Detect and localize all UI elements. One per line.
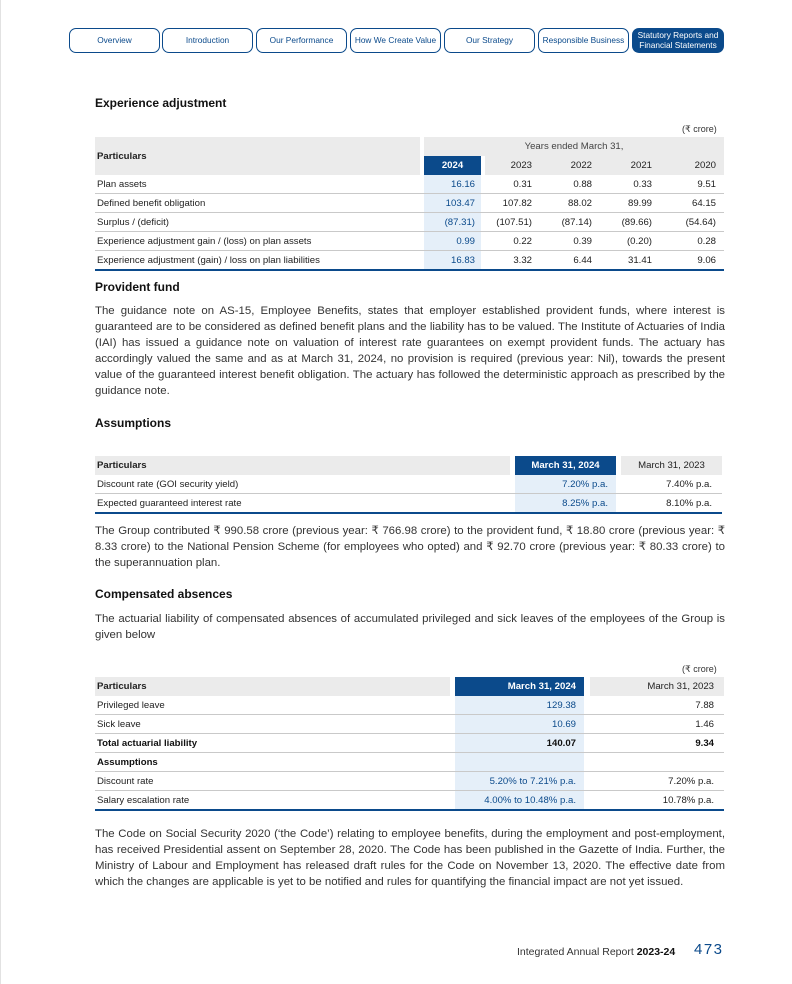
tab-responsible-business[interactable]: Responsible Business	[538, 28, 629, 53]
table-bottom-rule	[95, 809, 724, 811]
compensated-absences-heading: Compensated absences	[95, 587, 233, 601]
value-previous: 7.40% p.a.	[666, 479, 712, 490]
value-2024: 16.16	[424, 175, 481, 194]
compensated-particulars-header: Particulars	[95, 677, 450, 696]
table-row	[95, 696, 724, 715]
value-2021: 31.41	[627, 255, 652, 266]
value-2023: (107.51)	[496, 217, 532, 228]
value-current: 10.69	[455, 715, 584, 734]
value-2023: 0.31	[513, 179, 532, 190]
year-header-2022: 2022	[540, 156, 600, 175]
row-label: Experience adjustment gain / (loss) on plan assets	[97, 236, 312, 247]
assumptions-table	[95, 456, 722, 513]
table-row	[95, 251, 724, 270]
row-label: Total actuarial liability	[97, 738, 198, 749]
compensated-absences-intro: The actuarial liability of compensated absences of accumulated privileged and sick leaves of the employees of the Group is given below	[95, 613, 725, 641]
provident-fund-heading: Provident fund	[95, 280, 180, 294]
row-label: Experience adjustment (gain) / loss on plan liabilities	[97, 255, 320, 266]
value-current	[455, 753, 584, 772]
table-row	[95, 194, 724, 213]
tab-statutory-reports[interactable]: Statutory Reports and Financial Statements	[632, 28, 724, 53]
assumptions-particulars-header: Particulars	[95, 456, 510, 475]
value-2022: (87.14)	[561, 217, 592, 228]
table-bottom-rule	[95, 269, 724, 271]
compensated-unit-label: (₹ crore)	[682, 664, 717, 674]
value-previous: 1.46	[695, 719, 714, 730]
value-previous: 7.20% p.a.	[668, 776, 714, 787]
compensated-col-previous: March 31, 2023	[590, 677, 724, 696]
value-current: 129.38	[455, 696, 584, 715]
value-2020: 64.15	[691, 198, 716, 209]
assumptions-heading: Assumptions	[95, 416, 172, 430]
social-security-code-paragraph: The Code on Social Security 2020 (‘the Code’) relating to employee benefits, during the employment and post-employment, has received Presidential assent on September 28, 2020. The Code has been published in the Gazette of India. Further, the Ministry of Labour and Employment has released draft rules for the Code on November 13, 2020. The effective date from which the changes are applicable is yet to be notified and rules for quantifying the financial impact are not yet issued.	[95, 828, 725, 888]
tab-how-we-create-value[interactable]: How We Create Value	[350, 28, 441, 53]
value-2021: 0.33	[633, 179, 652, 190]
experience-unit-label: (₹ crore)	[682, 124, 717, 134]
year-header-2023: 2023	[485, 156, 540, 175]
value-2021: 89.99	[627, 198, 652, 209]
table-row-total	[95, 734, 724, 753]
row-label: Salary escalation rate	[97, 795, 190, 806]
row-label: Privileged leave	[97, 700, 165, 711]
table-row-subheading	[95, 753, 724, 772]
value-current: 8.25% p.a.	[515, 494, 616, 513]
year-header-2020: 2020	[660, 156, 724, 175]
value-current: 5.20% to 7.21% p.a.	[455, 772, 584, 791]
experience-years-caption: Years ended March 31,	[424, 137, 724, 156]
table-row	[95, 494, 722, 513]
footer-report-name: Integrated Annual Report	[517, 946, 634, 958]
value-2024: (87.31)	[424, 213, 481, 232]
tab-introduction[interactable]: Introduction	[162, 28, 253, 53]
table-bottom-rule	[95, 512, 722, 514]
experience-adjustment-heading: Experience adjustment	[95, 96, 227, 110]
assumptions-col-previous: March 31, 2023	[621, 456, 722, 475]
value-2023: 107.82	[502, 198, 532, 209]
row-label: Expected guaranteed interest rate	[97, 498, 242, 509]
value-previous: 9.34	[695, 738, 714, 749]
value-2022: 0.88	[573, 179, 592, 190]
row-label: Assumptions	[97, 757, 158, 768]
value-previous: 10.78% p.a.	[662, 795, 714, 806]
tab-our-performance[interactable]: Our Performance	[256, 28, 347, 53]
value-2020: (54.64)	[685, 217, 716, 228]
value-2024: 16.83	[424, 251, 481, 270]
provident-fund-paragraph: The guidance note on AS-15, Employee Benefits, states that employer established provident funds, where interest is guaranteed are to be considered as defined benefit plans and the liability has to be valued. The Institute of Actuaries of India (IAI) has issued a guidance note on valuation of interest rate guarantees on exempt provident funds. The actuary has accordingly valued the same and as at March 31, 2024, no provision is required (previous year: Nil), towards the present value of the guaranteed interest benefit obligation. The actuary has followed the deterministic approach as prescribed by the guidance note.	[95, 305, 725, 397]
value-2024: 0.99	[424, 232, 481, 251]
contribution-paragraph: The Group contributed ₹ 990.58 crore (previous year: ₹ 766.98 crore) to the provident fund, ₹ 18.80 crore (previous year: ₹ 8.33 crore) to the National Pension Scheme (for employees who opted) and ₹ 92.70 crore (previous year: ₹ 80.33 crore) to the superannuation plan.	[95, 525, 725, 569]
table-row	[95, 791, 724, 810]
value-current: 140.07	[455, 734, 584, 753]
value-current: 7.20% p.a.	[515, 475, 616, 494]
value-2024: 103.47	[424, 194, 481, 213]
row-label: Plan assets	[97, 179, 147, 190]
value-2020: 9.51	[697, 179, 716, 190]
value-2020: 0.28	[697, 236, 716, 247]
compensated-col-current: March 31, 2024	[455, 677, 584, 696]
table-row	[95, 475, 722, 494]
experience-particulars-header: Particulars	[95, 137, 420, 175]
page-edge-divider	[0, 0, 1, 984]
value-2020: 9.06	[697, 255, 716, 266]
value-2023: 3.32	[513, 255, 532, 266]
table-row	[95, 213, 724, 232]
value-previous	[590, 753, 724, 772]
value-2021: (0.20)	[626, 236, 652, 247]
footer-report-title	[517, 946, 675, 958]
table-row	[95, 715, 724, 734]
row-label: Surplus / (deficit)	[97, 217, 169, 228]
compensated-absences-table	[95, 677, 724, 810]
assumptions-col-current: March 31, 2024	[515, 456, 616, 475]
year-header-2021: 2021	[600, 156, 660, 175]
row-label: Discount rate	[97, 776, 154, 787]
value-2021: (89.66)	[621, 217, 652, 228]
value-previous: 7.88	[695, 700, 714, 711]
year-header-2024: 2024	[424, 156, 481, 175]
footer-report-year: 2023-24	[636, 946, 676, 958]
table-row	[95, 772, 724, 791]
table-row	[95, 175, 724, 194]
table-row	[95, 232, 724, 251]
row-label: Sick leave	[97, 719, 141, 730]
value-2023: 0.22	[513, 236, 532, 247]
page-number: 473	[694, 941, 724, 958]
tab-overview[interactable]: Overview	[69, 28, 160, 53]
value-2022: 88.02	[567, 198, 592, 209]
value-2022: 0.39	[573, 236, 592, 247]
row-label: Discount rate (GOI security yield)	[97, 479, 239, 490]
tab-our-strategy[interactable]: Our Strategy	[444, 28, 535, 53]
value-previous: 8.10% p.a.	[666, 498, 712, 509]
value-current: 4.00% to 10.48% p.a.	[455, 791, 584, 810]
value-2022: 6.44	[573, 255, 592, 266]
row-label: Defined benefit obligation	[97, 198, 206, 209]
